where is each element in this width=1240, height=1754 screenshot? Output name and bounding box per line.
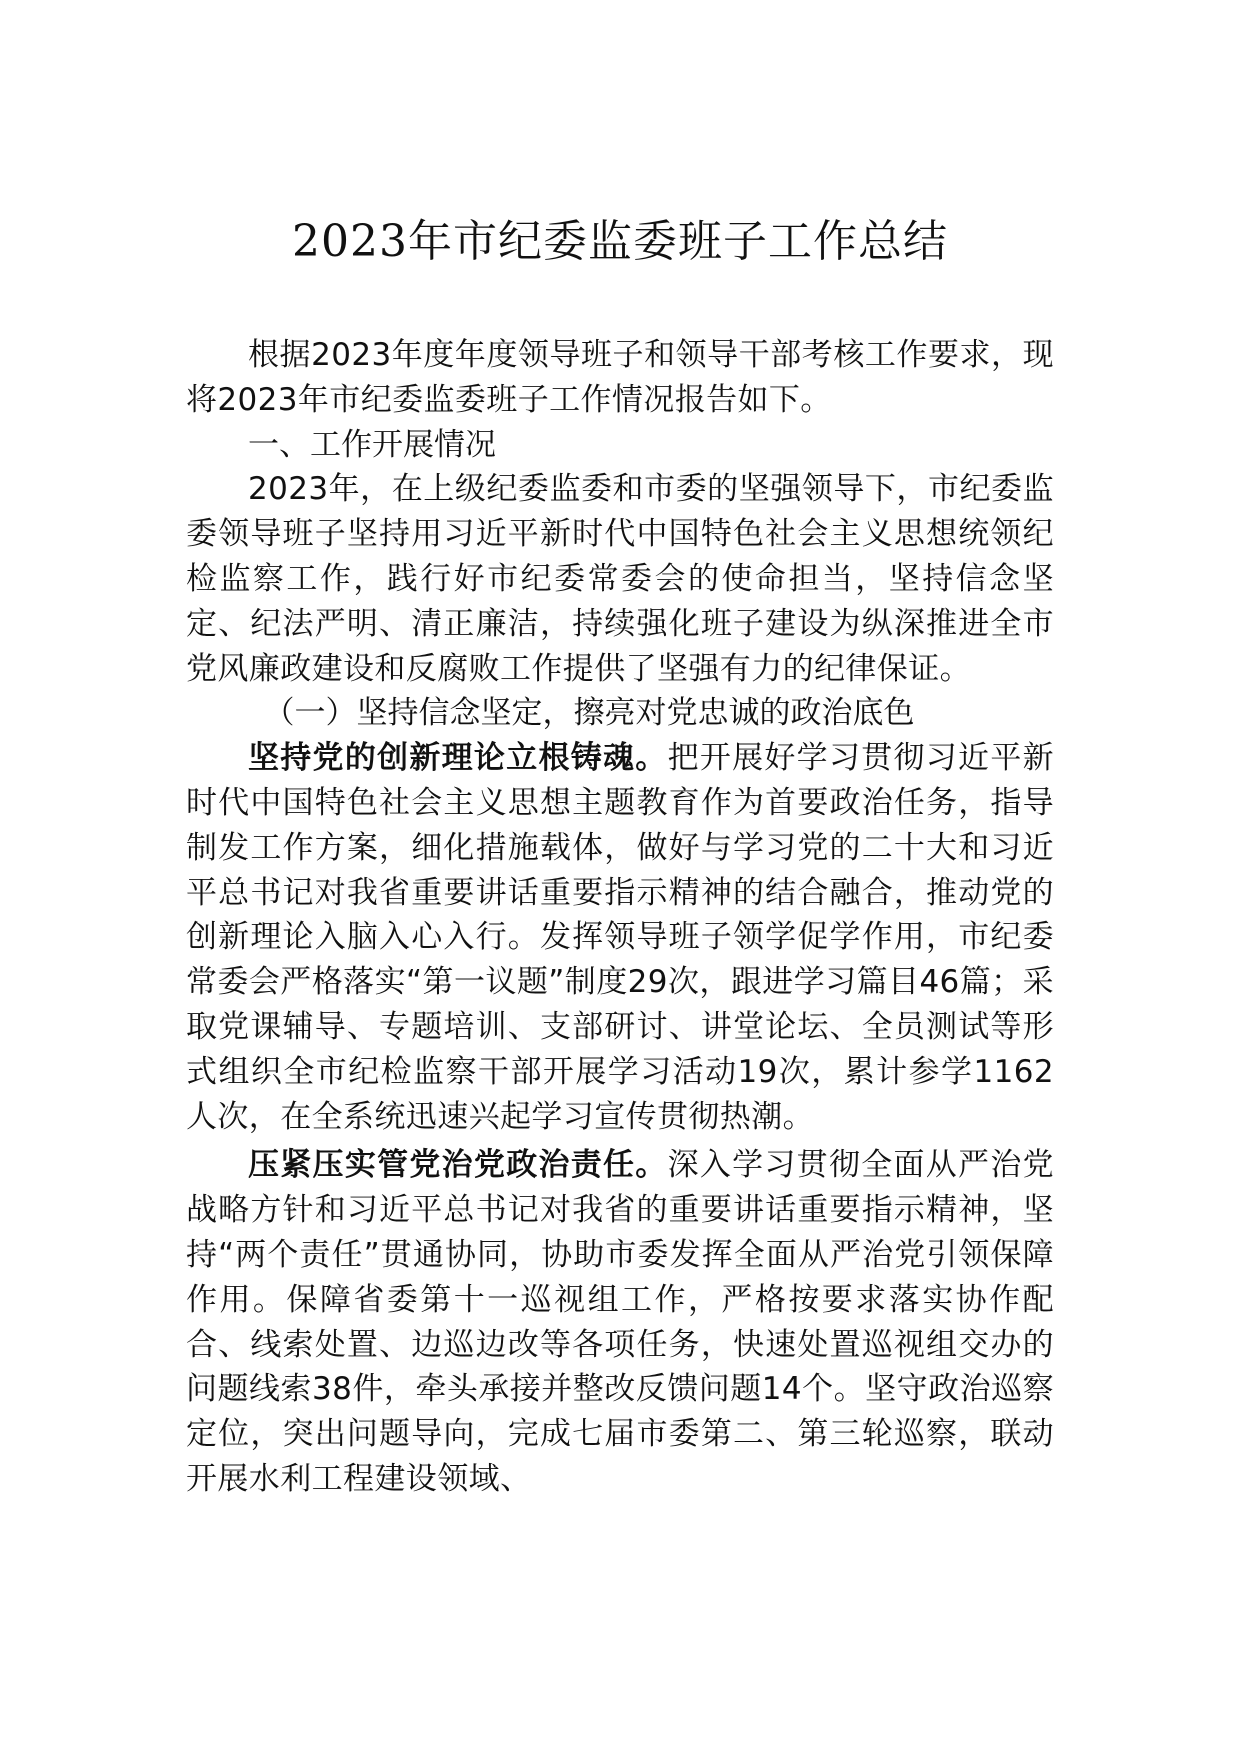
- paragraph-responsibility-text: 深入学习贯彻全面从严治党战略方针和习近平总书记对我省的重要讲话重要指示精神，坚持“两个责任”贯通协同，协助市委发挥全面从严治党引领保障作用。保障省委第十一巡视组工作，严格按要求落实协作配合、线索处置、边巡边改等各项任务，快速处置巡视组交办的问题线索38件，牵头承接并整改反馈问题14个。坚守政治巡察定位，突出问题导向，完成七届市委第二、第三轮巡察，联动开展水利工程建设领域、: [186, 1147, 1054, 1497]
- section-1-paragraph: 2023年，在上级纪委监委和市委的坚强领导下，市纪委监委领导班子坚持用习近平新时代中国特色社会主义思想统领纪检监察工作，践行好市纪委常委会的使命担当，坚持信念坚定、纪法严明、清正廉洁，持续强化班子建设为纵深推进全市党风廉政建设和反腐败工作提供了坚强有力的纪律保证。: [186, 471, 1054, 687]
- intro-paragraph: 根据2023年度年度领导班子和领导干部考核工作要求，现将2023年市纪委监委班子工作情况报告如下。: [186, 337, 1054, 418]
- subsection-heading-1: （一）坚持信念坚定，擦亮对党忠诚的政治底色: [263, 695, 915, 732]
- document-body: [186, 333, 1054, 1502]
- document-title: 2023年市纪委监委班子工作总结: [292, 216, 948, 267]
- paragraph-theory-text: 把开展好学习贯彻习近平新时代中国特色社会主义思想主题教育作为首要政治任务，指导制发工作方案，细化措施载体，做好与学习党的二十大和习近平总书记对我省重要讲话重要指示精神的结合融合，推动党的创新理论入脑入心入行。发挥领导班子领学促学作用，市纪委常委会严格落实“第一议题”制度29次，跟进学习篇目46篇；采取党课辅导、专题培训、支部研讨、讲堂论坛、全员测试等形式组织全市纪检监察干部开展学习活动19次，累计参学1162人次，在全系统迅速兴起学习宣传贯彻热潮。: [186, 740, 1054, 1135]
- paragraph-responsibility: [186, 1143, 1054, 1501]
- paragraph-theory-lead: 坚持党的创新理论立根铸魂。: [248, 740, 668, 777]
- section-heading-1: 一、工作开展情况: [248, 426, 496, 463]
- paragraph-responsibility-lead: 压紧压实管党治党政治责任。: [248, 1147, 668, 1184]
- paragraph-theory: [186, 736, 1054, 1139]
